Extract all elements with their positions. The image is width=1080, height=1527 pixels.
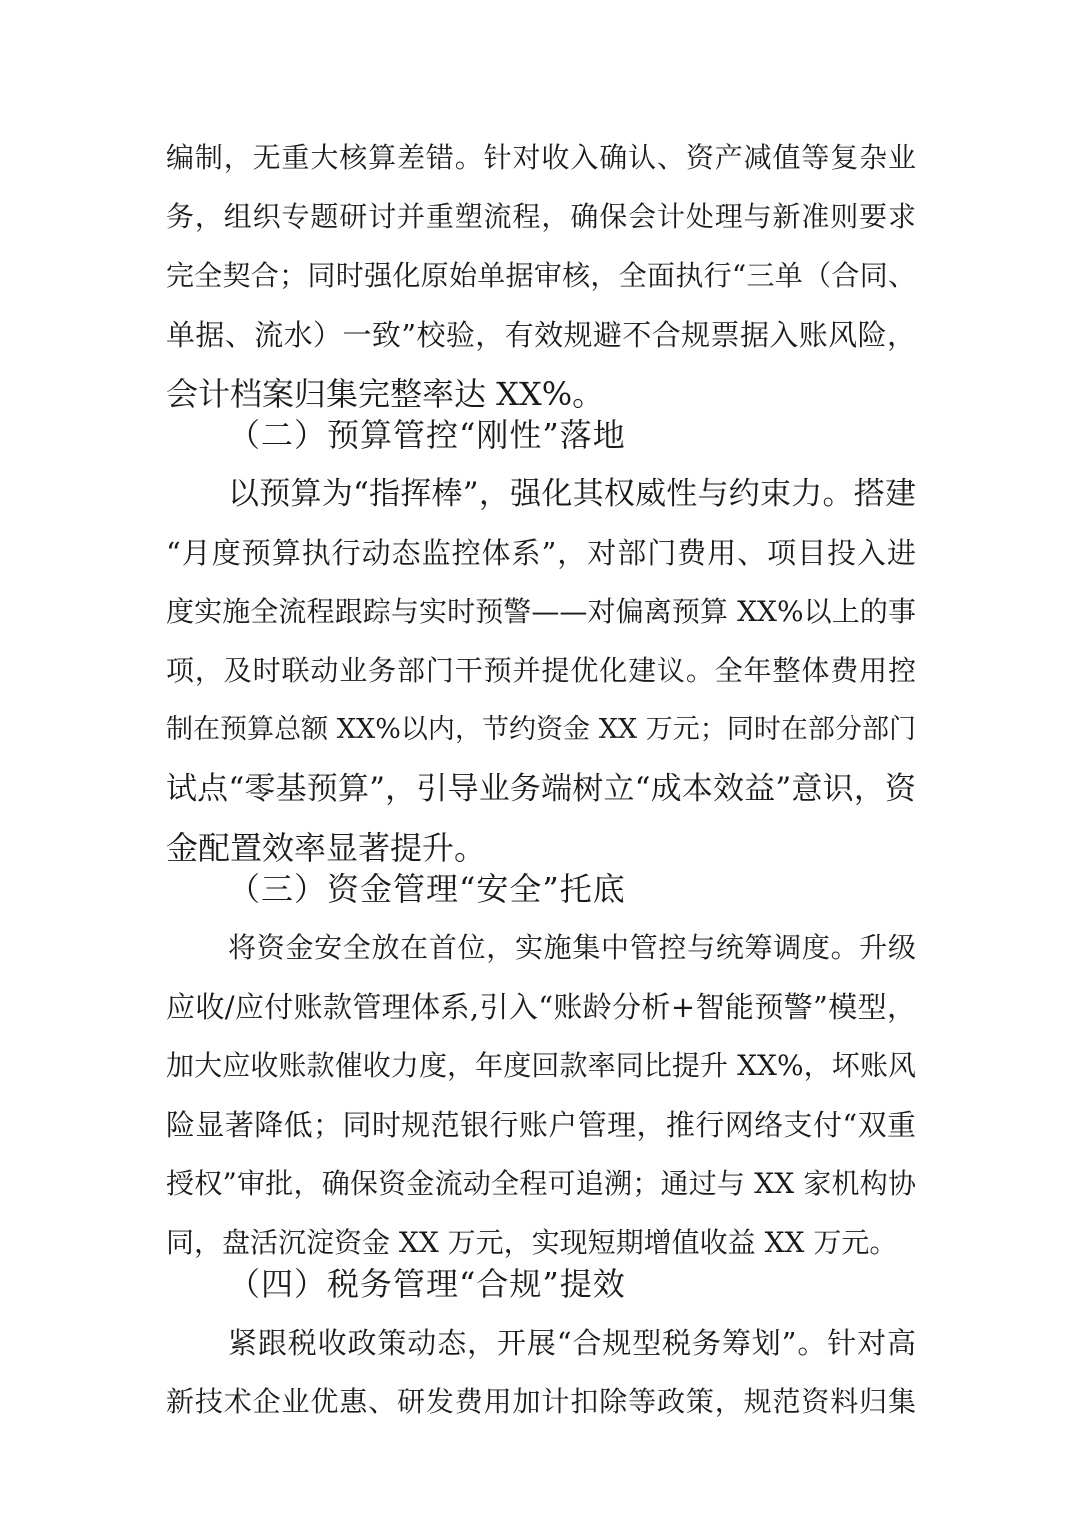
section-heading-tax: （四）税务管理“合规”提效 — [228, 1265, 626, 1303]
paragraph-line: 度实施全流程跟踪与实时预警——对偏离预算 XX%以上的事 — [166, 595, 916, 628]
paragraph-line: 紧跟税收政策动态，开展“合规型税务筹划”。针对高 — [228, 1326, 916, 1360]
paragraph-line: 授权”审批，确保资金流动全程可追溯；通过与 XX 家机构协 — [166, 1167, 916, 1200]
paragraph-line: 会计档案归集完整率达 XX%。 — [166, 375, 605, 413]
paragraph-line: 同，盘活沉淀资金 XX 万元，实现短期增值收益 XX 万元。 — [166, 1226, 898, 1259]
paragraph-line: 加大应收账款催收力度，年度回款率同比提升 XX%，坏账风 — [166, 1049, 916, 1082]
section-heading-budget: （二）预算管控“刚性”落地 — [228, 416, 626, 454]
paragraph-line: 应收/应付账款管理体系,引入“账龄分析+智能预警”模型， — [166, 990, 916, 1024]
paragraph-line: 试点“零基预算”，引导业务端树立“成本效益”意识，资 — [166, 771, 916, 807]
section-heading-funds: （三）资金管理“安全”托底 — [228, 870, 626, 908]
paragraph-line: 以预算为“指挥棒”，强化其权威性与约束力。搭建 — [228, 476, 916, 512]
paragraph-line: 单据、流水）一致”校验，有效规避不合规票据入账风险， — [166, 318, 916, 352]
paragraph-line: 项，及时联动业务部门干预并提优化建议。全年整体费用控 — [166, 654, 916, 687]
paragraph-line: 新技术企业优惠、研发费用加计扣除等政策，规范资料归集 — [166, 1385, 916, 1418]
paragraph-line: 编制，无重大核算差错。针对收入确认、资产减值等复杂业 — [166, 141, 916, 174]
paragraph-line: 完全契合；同时强化原始单据审核，全面执行“三单（合同、 — [166, 259, 916, 292]
paragraph-line: 金配置效率显著提升。 — [166, 829, 487, 867]
paragraph-line: “月度预算执行动态监控体系”，对部门费用、项目投入进 — [166, 536, 916, 570]
paragraph-line: 制在预算总额 XX%以内，节约资金 XX 万元；同时在部分部门 — [166, 714, 916, 745]
paragraph-line: 务，组织专题研讨并重塑流程，确保会计处理与新准则要求 — [166, 200, 916, 233]
paragraph-line: 将资金安全放在首位，实施集中管控与统筹调度。升级 — [228, 931, 916, 964]
paragraph-line: 险显著降低；同时规范银行账户管理，推行网络支付“双重 — [166, 1108, 916, 1142]
